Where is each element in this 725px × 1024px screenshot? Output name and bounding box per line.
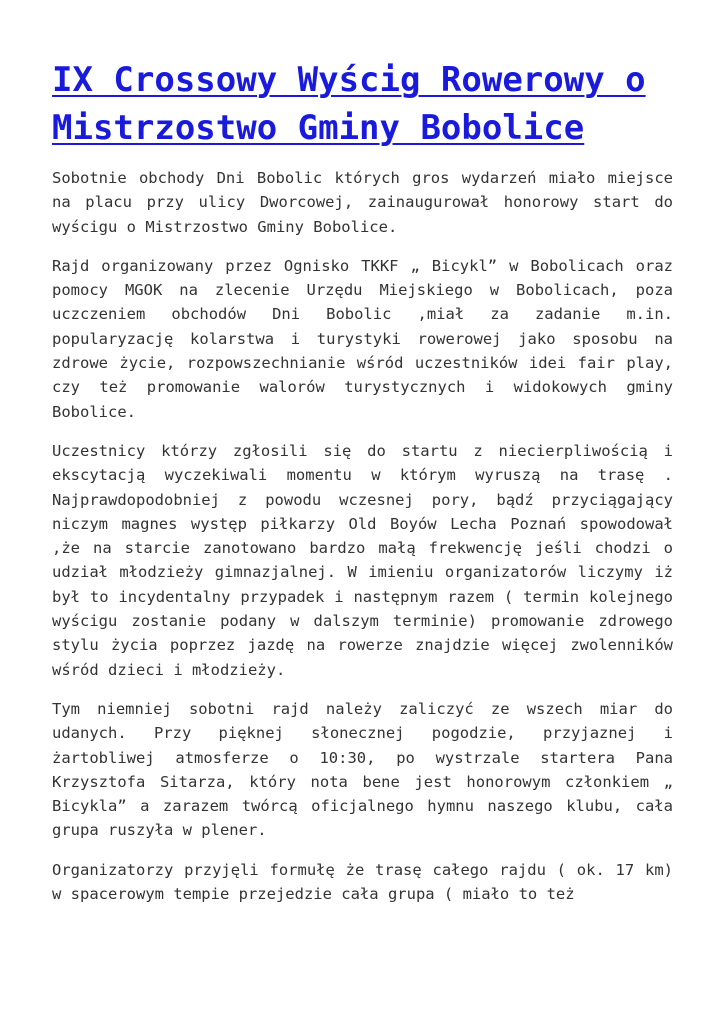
article xyxy=(52,56,673,921)
article-title-link[interactable]: IX Crossowy Wyścig Rowerowy o Mistrzostwo Gminy Bobolice xyxy=(52,60,646,148)
paragraph: Sobotnie obchody Dni Bobolic których gros wydarzeń miało miejsce na placu przy ulicy Dworcowej, zainaugurował honorowy start do wyścigu o Mistrzostwo Gminy Bobolice. xyxy=(52,169,673,236)
paragraph: Tym niemniej sobotni rajd należy zaliczyć ze wszech miar do udanych. Przy pięknej słonecznej pogodzie, przyjaznej i żartobliwej atmosferze o 10:30, po wystrzale startera Pana Krzysztofa Sitarza, który nota bene jest honorowym członkiem „ Bicykla” a zarazem twórcą oficjalnego hymnu naszego klubu, cała grupa ruszyła w plener. xyxy=(52,699,673,840)
article-title xyxy=(52,56,673,152)
paragraph: Uczestnicy którzy zgłosili się do startu z niecierpliwością i ekscytacją wyczekiwali momentu w którym wyruszą na trasę . Najprawdopodobniej z powodu wczesnej pory, bądź przyciągający niczym magnes występ piłkarzy Old Boyów Lecha Poznań spowodował ,że na starcie zanotowano bardzo małą frekwencję jeśli chodzi o udział młodzieży gimnazjalnej. W imieniu organizatorów liczymy iż był to incydentalny przypadek i następnym razem ( termin kolejnego wyścigu zostanie podany w dalszym terminie) promowanie zdrowego stylu życia poprzez jazdę na rowerze znajdzie więcej zwolenników wśród dzieci i młodzieży. xyxy=(52,441,673,679)
paragraph: Rajd organizowany przez Ognisko TKKF „ Bicykl” w Bobolicach oraz pomocy MGOK na zlecenie Urzędu Miejskiego w Bobolicach, poza uczczeniem obchodów Dni Bobolic ,miał za zadanie m.in. popularyzację kolarstwa i turystyki rowerowej jako sposobu na zdrowe życie, rozpowszechnianie wśród uczestników idei fair play, czy też promowanie walorów turystycznych i widokowych gminy Bobolice. xyxy=(52,256,673,421)
paragraph: Organizatorzy przyjęli formułę że trasę całego rajdu ( ok. 17 km) w spacerowym tempie przejedzie cała grupa ( miało to też xyxy=(52,860,673,904)
